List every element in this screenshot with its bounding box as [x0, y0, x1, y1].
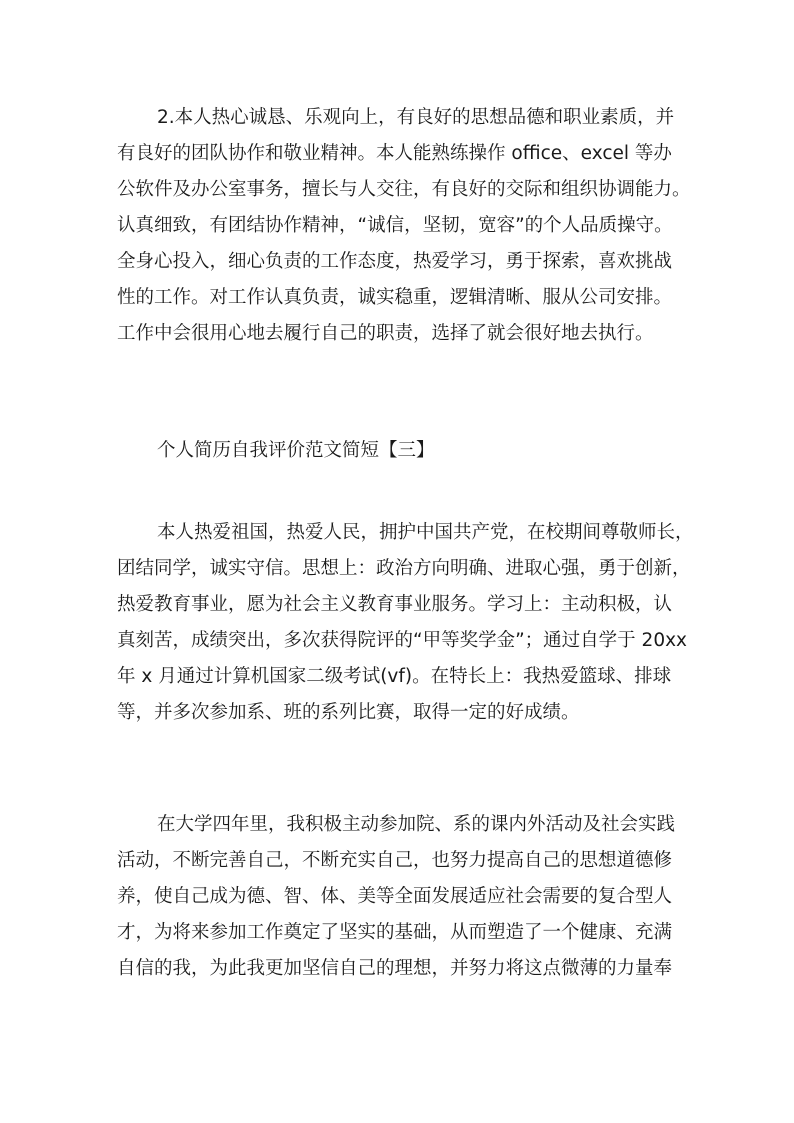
paragraph-line: 才，为将来参加工作奠定了坚实的基础，从而塑造了一个健康、充满: [117, 922, 673, 943]
paragraph-qualities: [117, 100, 691, 352]
paragraph-line: 认真细致，有团结协作精神，“诚信，坚韧，宽容”的个人品质操守。: [117, 215, 673, 236]
paragraph-line: 热爱教育事业，愿为社会主义教育事业服务。学习上：主动积极，认: [117, 594, 673, 615]
paragraph-line: 有良好的团队协作和敬业精神。本人能熟练操作 office、excel 等办: [117, 143, 672, 164]
paragraph-line: 本人热爱祖国，热爱人民，拥护中国共产党，在校期间尊敬师长，: [157, 522, 694, 543]
paragraph-line: 等，并多次参加系、班的系列比赛，取得一定的好成绩。: [117, 702, 580, 723]
paragraph-line: 性的工作。对工作认真负责，诚实稳重，逻辑清晰、服从公司安排。: [117, 287, 673, 308]
paragraph-line: 养，使自己成为德、智、体、美等全面发展适应社会需要的复合型人: [117, 886, 673, 907]
paragraph-line: 自信的我，为此我更加坚信自己的理想，并努力将这点微薄的力量奉: [117, 958, 673, 979]
paragraph-university-years: [117, 807, 677, 987]
paragraph-line: 工作中会很用心地去履行自己的职责，选择了就会很好地去执行。: [117, 323, 654, 344]
paragraph-line: 团结同学，诚实守信。思想上：政治方向明确、进取心强，勇于创新，: [117, 558, 691, 579]
paragraph-line: 公软件及办公室事务，擅长与人交往，有良好的交际和组织协调能力。: [117, 179, 691, 200]
paragraph-line: 全身心投入，细心负责的工作态度，热爱学习，勇于探索，喜欢挑战: [117, 251, 673, 272]
paragraph-line: 年 x 月通过计算机国家二级考试(vf)。在特长上：我热爱篮球、排球: [117, 666, 672, 687]
paragraph-line: 真刻苦，成绩突出，多次获得院评的“甲等奖学金”；通过自学于 20xx: [117, 630, 687, 651]
paragraph-self-evaluation: [117, 515, 694, 731]
paragraph-line: 2.本人热心诚恳、乐观向上，有良好的思想品德和职业素质，并: [157, 107, 675, 128]
paragraph-line: 在大学四年里，我积极主动参加院、系的课内外活动及社会实践: [157, 814, 676, 835]
section-heading: 个人简历自我评价范文简短【三】: [157, 440, 435, 461]
section-heading-block: [117, 433, 677, 469]
paragraph-line: 活动，不断完善自己，不断充实自己，也努力提高自己的思想道德修: [117, 850, 673, 871]
